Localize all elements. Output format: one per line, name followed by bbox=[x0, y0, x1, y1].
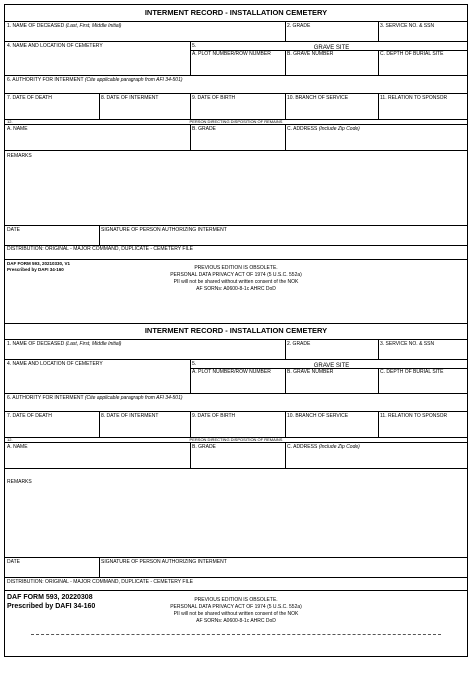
label: 2. GRADE bbox=[287, 23, 311, 29]
interment-record-form bbox=[4, 4, 468, 657]
hint: (Last, First, Middle Initial) bbox=[65, 23, 122, 29]
signature-field[interactable] bbox=[99, 557, 467, 577]
director-grade-field[interactable] bbox=[190, 442, 285, 468]
branch-service-field[interactable] bbox=[285, 411, 378, 437]
label: 4. NAME AND LOCATION OF CEMETERY bbox=[7, 43, 103, 49]
label: 1. NAME OF DECEASED bbox=[7, 341, 65, 347]
service-no-field[interactable] bbox=[378, 339, 467, 359]
pii-notice: PII will not be shared without written consent of the NOK bbox=[173, 279, 299, 285]
date-interment-field[interactable] bbox=[99, 93, 190, 119]
relation-sponsor-field[interactable] bbox=[378, 411, 467, 437]
label: 11. RELATION TO SPONSOR bbox=[380, 413, 448, 419]
label: B. GRADE bbox=[192, 444, 216, 450]
cemetery-location-field[interactable] bbox=[5, 41, 190, 75]
label: 3. SERVICE NO. & SSN bbox=[380, 23, 435, 29]
grave-number-field[interactable] bbox=[285, 50, 378, 75]
label: 7. DATE OF DEATH bbox=[7, 413, 52, 419]
label: A. PLOT NUMBER/ROW NUMBER bbox=[192, 369, 271, 375]
date-interment-field[interactable] bbox=[99, 411, 190, 437]
grade-field[interactable] bbox=[285, 339, 378, 359]
authority-field[interactable] bbox=[5, 75, 467, 93]
label: 6. AUTHORITY FOR INTERMENT bbox=[7, 77, 84, 83]
hint: (Include Zip Code) bbox=[318, 444, 360, 450]
label: 1. NAME OF DECEASED bbox=[7, 23, 65, 29]
date-field[interactable] bbox=[5, 557, 99, 577]
label: SIGNATURE OF PERSON AUTHORIZING INTERMENT bbox=[101, 227, 227, 233]
label: 5. bbox=[192, 361, 197, 367]
depth-burial-field[interactable] bbox=[378, 368, 467, 393]
label: 10. BRANCH OF SERVICE bbox=[287, 95, 349, 101]
prescribed-by: Prescribed by DAFI 34-160 bbox=[7, 603, 96, 610]
label: C. ADDRESS bbox=[287, 126, 318, 132]
remarks-field[interactable] bbox=[5, 468, 467, 557]
plot-number-field[interactable] bbox=[190, 368, 285, 393]
label: 12. bbox=[7, 437, 13, 442]
person-directing-heading: PERSON DIRECTING DISPOSITION OF REMAINS bbox=[189, 119, 283, 124]
label: REMARKS bbox=[7, 153, 32, 159]
date-death-field[interactable] bbox=[5, 411, 99, 437]
label: C. DEPTH OF BURIAL SITE bbox=[380, 369, 444, 375]
signature-field[interactable] bbox=[99, 225, 467, 245]
label: 2. GRADE bbox=[287, 341, 311, 347]
director-address-field[interactable] bbox=[285, 124, 467, 150]
director-grade-field[interactable] bbox=[190, 124, 285, 150]
copy-2 bbox=[5, 323, 467, 656]
person-directing-heading: PERSON DIRECTING DISPOSITION OF REMAINS bbox=[189, 437, 283, 442]
grade-field[interactable] bbox=[285, 21, 378, 41]
date-birth-field[interactable] bbox=[190, 411, 285, 437]
label: C. ADDRESS bbox=[287, 444, 318, 450]
grave-site-heading: GRAVE SITE bbox=[313, 363, 350, 369]
label: 5. bbox=[192, 43, 197, 49]
authority-field[interactable] bbox=[5, 393, 467, 411]
depth-burial-field[interactable] bbox=[378, 50, 467, 75]
form-number: DAF FORM 593, 20210330, V1 bbox=[7, 261, 71, 266]
obsolete-notice: PREVIOUS EDITION IS OBSOLETE. bbox=[194, 597, 278, 603]
cemetery-location-field[interactable] bbox=[5, 359, 190, 393]
label: REMARKS bbox=[7, 479, 32, 485]
label: 7. DATE OF DEATH bbox=[7, 95, 52, 101]
name-deceased-field[interactable] bbox=[5, 339, 285, 359]
label: 4. NAME AND LOCATION OF CEMETERY bbox=[7, 361, 103, 367]
privacy-act-notice: PERSONAL DATA PRIVACY ACT OF 1974 (5 U.S.C. 552a) bbox=[170, 272, 302, 278]
label: 8. DATE OF INTERMENT bbox=[101, 95, 159, 101]
label: SIGNATURE OF PERSON AUTHORIZING INTERMENT bbox=[101, 559, 227, 565]
form-title: INTERMENT RECORD - INSTALLATION CEMETERY bbox=[144, 326, 328, 335]
distribution-text: DISTRIBUTION: ORIGINAL - MAJOR COMMAND, DUPLICATE - CEMETERY FILE bbox=[7, 579, 193, 585]
hint: (Cite applicable paragraph from AFI 34-501) bbox=[84, 77, 183, 83]
label: A. NAME bbox=[7, 126, 28, 132]
label: A. PLOT NUMBER/ROW NUMBER bbox=[192, 51, 271, 57]
label: 11. RELATION TO SPONSOR bbox=[380, 95, 448, 101]
date-death-field[interactable] bbox=[5, 93, 99, 119]
label: B. GRADE bbox=[192, 126, 216, 132]
privacy-act-notice: PERSONAL DATA PRIVACY ACT OF 1974 (5 U.S.C. 552a) bbox=[170, 604, 302, 610]
date-field[interactable] bbox=[5, 225, 99, 245]
grave-number-field[interactable] bbox=[285, 368, 378, 393]
name-deceased-field[interactable] bbox=[5, 21, 285, 41]
label: 3. SERVICE NO. & SSN bbox=[380, 341, 435, 347]
grave-site-heading: GRAVE SITE bbox=[313, 45, 350, 51]
label: 9. DATE OF BIRTH bbox=[192, 95, 236, 101]
label: DATE bbox=[7, 559, 20, 565]
hint: (Last, First, Middle Initial) bbox=[65, 341, 122, 347]
label: B. GRAVE NUMBER bbox=[287, 369, 334, 375]
label: 6. AUTHORITY FOR INTERMENT bbox=[7, 395, 84, 401]
plot-number-field[interactable] bbox=[190, 50, 285, 75]
cut-line bbox=[31, 634, 441, 635]
form-title: INTERMENT RECORD - INSTALLATION CEMETERY bbox=[144, 8, 328, 17]
remarks-field[interactable] bbox=[5, 150, 467, 225]
label: 8. DATE OF INTERMENT bbox=[101, 413, 159, 419]
hint: (Cite applicable paragraph from AFI 34-501) bbox=[84, 395, 183, 401]
label: 9. DATE OF BIRTH bbox=[192, 413, 236, 419]
copy-1 bbox=[5, 5, 467, 327]
service-no-field[interactable] bbox=[378, 21, 467, 41]
hint: (Include Zip Code) bbox=[318, 126, 360, 132]
relation-sponsor-field[interactable] bbox=[378, 93, 467, 119]
sorn-notice: AF SORNs: A0600-8-1c AHRC DoD bbox=[196, 618, 276, 624]
sorn-notice: AF SORNs: A0600-8-1c AHRC DoD bbox=[196, 286, 276, 292]
label: B. GRAVE NUMBER bbox=[287, 51, 334, 57]
director-name-field[interactable] bbox=[5, 124, 190, 150]
label: DATE bbox=[7, 227, 20, 233]
director-address-field[interactable] bbox=[285, 442, 467, 468]
director-name-field[interactable] bbox=[5, 442, 190, 468]
date-birth-field[interactable] bbox=[190, 93, 285, 119]
label: 10. BRANCH OF SERVICE bbox=[287, 413, 349, 419]
label: 12. bbox=[7, 119, 13, 124]
label: A. NAME bbox=[7, 444, 28, 450]
pii-notice: PII will not be shared without written consent of the NOK bbox=[173, 611, 299, 617]
form-number: DAF FORM 593, 20220308 bbox=[7, 594, 93, 601]
prescribed-by: Prescribed by DAFI 34-160 bbox=[7, 267, 64, 272]
branch-service-field[interactable] bbox=[285, 93, 378, 119]
obsolete-notice: PREVIOUS EDITION IS OBSOLETE. bbox=[194, 265, 278, 271]
distribution-text: DISTRIBUTION: ORIGINAL - MAJOR COMMAND, DUPLICATE - CEMETERY FILE bbox=[7, 246, 193, 252]
label: C. DEPTH OF BURIAL SITE bbox=[380, 51, 444, 57]
